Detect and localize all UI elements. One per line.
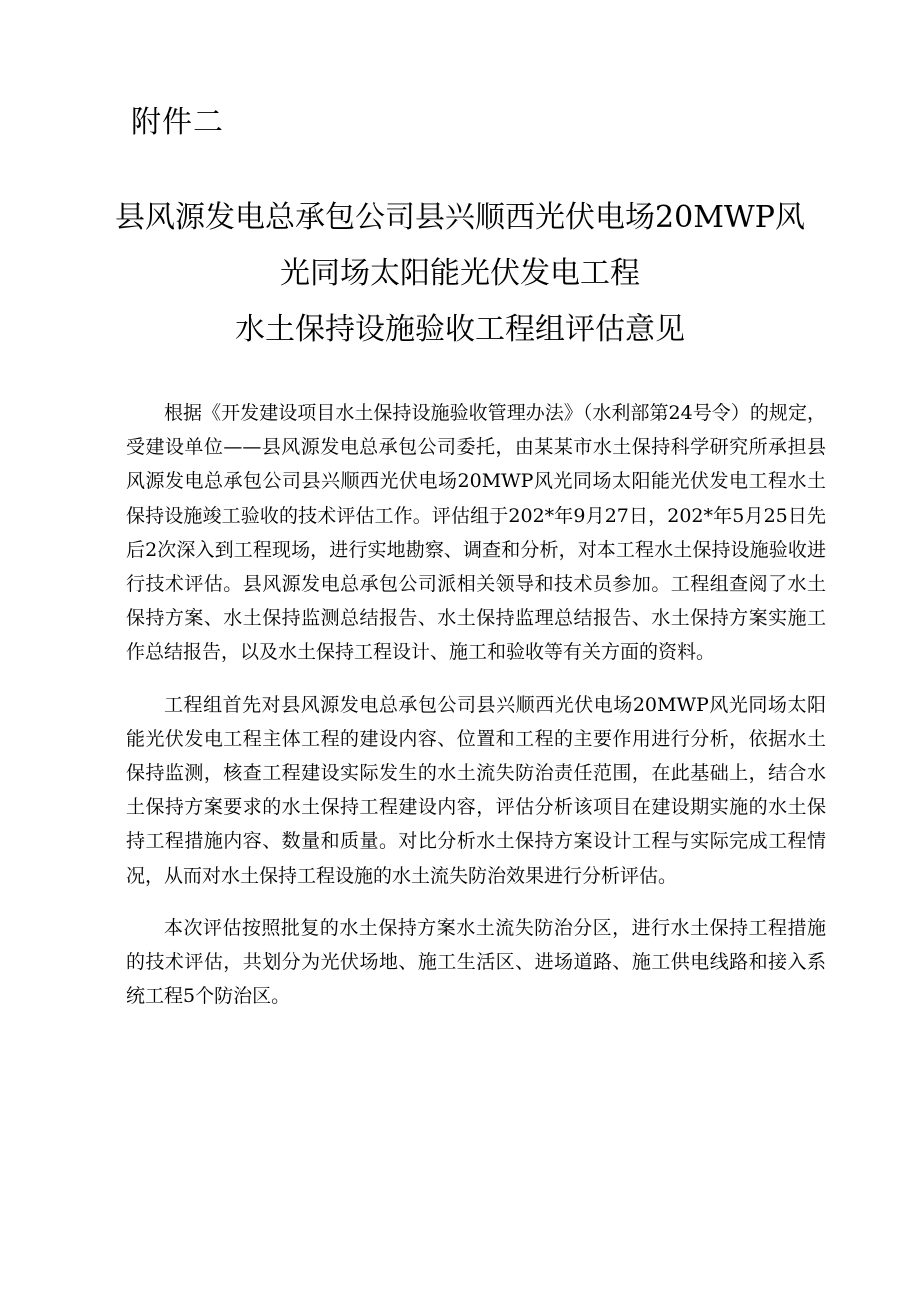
title-line-2: 光同场太阳能光伏发电工程 — [280, 256, 640, 291]
attachment-label: 附件二 — [131, 105, 224, 140]
body-paragraph-1: 根据《开发建设项目水土保持设施验收管理办法》（水利部第24号令）的规定，受建设单位——县风源发电总承包公司委托，由某某市水土保持科学研究所承担县风源发电总承包公司县兴顺西光伏电场20MWP风光同场太阳能光伏发电工程水土保持设施竣工验收的技术评估工作。评估组于202*年9月27日，202*年5月25日先后2次深入到工程现场，进行实地勘察、调查和分析，对本工程水土保持设施验收进行技术评估。县风源发电总承包公司派相关领导和技术员参加。工程组查阅了水土保持方案、水土保持监测总结报告、水土保持监理总结报告、水土保持方案实施工作总结报告，以及水土保持工程设计、施工和验收等有关方面的资料。 — [126, 402, 826, 664]
body-paragraph-3: 本次评估按照批复的水土保持方案水土流失防治分区，进行水土保持工程措施的技术评估，共划分为光伏场地、施工生活区、进场道路、施工供电线路和接入系统工程5个防治区。 — [126, 916, 826, 1008]
title-line-3: 水土保持设施验收工程组评估意见 — [235, 312, 685, 347]
document-body — [126, 396, 826, 1031]
title-line-1: 县风源发电总承包公司县兴顺西光伏电场20MWP风 — [115, 200, 805, 235]
body-paragraph-2: 工程组首先对县风源发电总承包公司县兴顺西光伏电场20MWP风光同场太阳能光伏发电工程主体工程的建设内容、位置和工程的主要作用进行分析，依据水土保持监测，核查工程建设实际发生的水土流失防治责任范围，在此基础上，结合水土保持方案要求的水土保持工程建设内容，评估分析该项目在建设期实施的水土保持工程措施内容、数量和质量。对比分析水土保持方案设计工程与实际完成工程情况，从而对水土保持工程设施的水土流失防治效果进行分析评估。 — [126, 693, 826, 887]
document-title — [70, 190, 850, 358]
